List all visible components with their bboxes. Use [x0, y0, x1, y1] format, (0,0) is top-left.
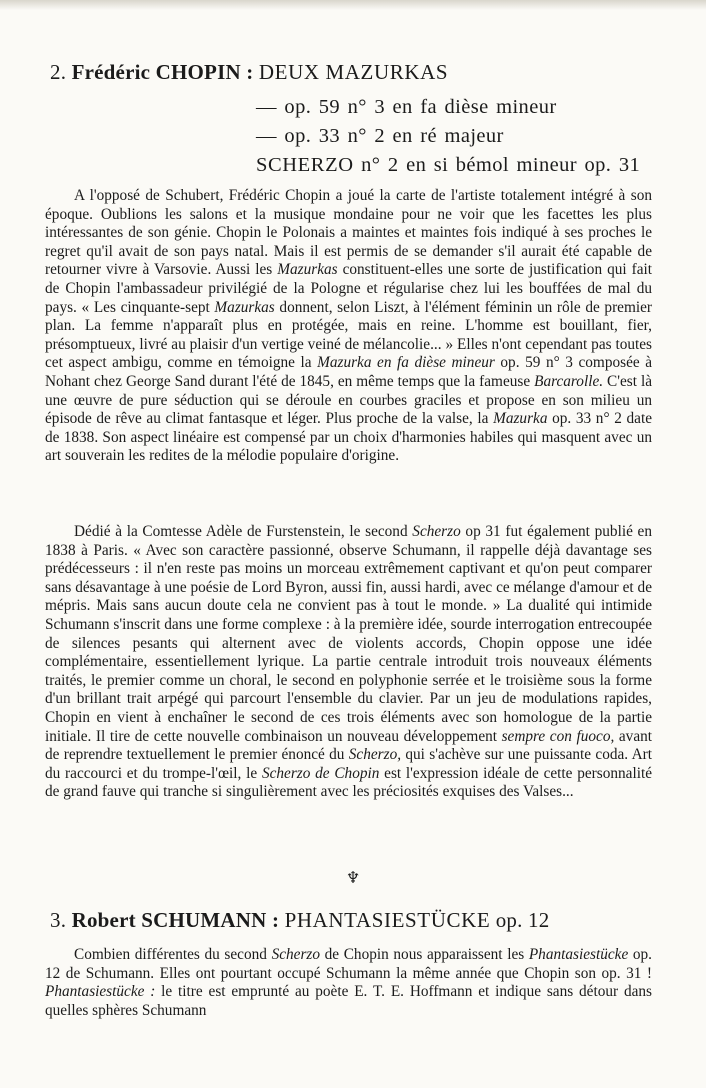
section-2-subtitle-1: — op. 59 n° 3 en fa dièse mineur	[256, 96, 557, 118]
section-2-subtitle-2: — op. 33 n° 2 en ré majeur	[256, 125, 504, 147]
text-run: op. 12 de Schumann. Elles ont pourtant occupé Schumann la même année que Chopin son op. 31 !	[45, 946, 652, 982]
text-run: constituent-elles une sorte de justification qui fait de Chopin l'ambassadeur privilégié de la Pologne et régularise chez lui les bouffées de mal du pays. « Les cinquante-sept	[45, 261, 652, 316]
section-2-heading	[50, 60, 448, 85]
text-run: op 31 fut également publié en 1838 à Paris. « Avec son caractère passionné, observe Schumann, il rappelle déjà davantage ses prédécesseurs : il n'en reste pas moins un morceau extrêmement captivant et qu'on peut comparer sans désavantage à une poésie de Lord Byron, aussi fin, aussi hardi, avec ce mélange d'amour et de mépris. Mais sans aucun doute cela ne convient pas à tout le monde. » La dualité qui intimide Schumann s'inscrit dans une forme complexe : à la première idée, sourde interrogation entrecoupée de silences pesants qui alternent avec de violents accords, Chopin oppose une idée complémentaire, essentiellement lyrique. La partie centrale introduit trois nouveaux éléments traités, le premier comme un choral, le second en polyphonie serrée et le troisième sous la forme d'un brillant trait arpégé qui parcourt l'ensemble du clavier. Par un jeu de modulations rapides, Chopin en vient à enchaîner le second de ces trois éléments avec son homologue de la partie initiale. Il tire de cette nouvelle combinaison un nouveau développement	[45, 523, 652, 745]
section-2-number: 2.	[50, 60, 67, 84]
section-3-heading	[50, 908, 549, 933]
italic-run: Scherzo	[271, 946, 320, 963]
text-run: est l'expression idéale de cette personnalité de grand fauve qui tranche si singulièrement avec les préciosités exquises des Valses...	[45, 764, 652, 801]
text-run: le titre est emprunté au poète E. T. E. Hoffmann et indique sans détour dans quelles sphères Schumann	[45, 983, 652, 1019]
section-2-subtitle-3	[256, 154, 640, 177]
section-divider-ornament-icon: ♆	[345, 870, 361, 887]
section-3-composer: Robert SCHUMANN :	[71, 908, 280, 932]
page-edge-shadow	[0, 0, 706, 10]
text-run: avant de reprendre textuellement le premier énoncé du	[45, 727, 653, 764]
italic-run: Mazurkas	[277, 261, 338, 279]
section-3-paragraph-1	[45, 946, 652, 1020]
section-2-title: DEUX MAZURKAS	[258, 60, 449, 84]
italic-run: Barcarolle.	[534, 372, 604, 390]
section-2-scherzo-title: SCHERZO	[256, 154, 354, 176]
text-run: op. 33 n° 2 date de 1838. Son aspect linéaire est compensé par un choix d'harmonies habiles qui masquent avec un art souverain les redites de la mélodie populaire d'origine.	[45, 410, 652, 465]
text-run: A l'opposé de Schubert, Frédéric Chopin a joué la carte de l'artiste totalement intégré à son époque. Oublions les salons et la musique mondaine pour ne voir que les facettes les plus intéressantes de son génie. Chopin le Polonais a maintes et maintes fois indiqué à ses proches le regret qu'il avait de son pays natal. Mais il est permis de se demander s'il aurait été capable de retourner vivre à Varsovie. Aussi les	[45, 187, 652, 279]
italic-run: Mazurka	[493, 410, 548, 428]
section-2-scherzo-details: n° 2 en si bémol mineur op. 31	[353, 154, 641, 176]
section-3-opus: op. 12	[490, 908, 550, 932]
section-2-composer: Frédéric CHOPIN :	[71, 60, 254, 84]
italic-run: Scherzo de Chopin	[261, 764, 380, 782]
italic-run: Phantasiestücke	[528, 946, 629, 963]
section-2-paragraph-2	[45, 523, 652, 802]
text-run: donnent, selon Liszt, à l'élément féminin un rôle de premier plan. La femme n'apparaît plus en protégée, mais en reine. L'homme est bouillant, fier, présomptueux, livré au plaisir d'un vertige veiné de mélancolie... » Elles n'ont cependant pas toutes cet aspect ambigu, comme en témoigne la	[45, 298, 652, 372]
text-run: op. 59 n° 3 composée à Nohant chez George Sand durant l'été de 1845, en même temps que la fameuse	[45, 354, 652, 390]
italic-run: Phantasiestücke :	[45, 983, 156, 1001]
italic-run: Mazurka en fa dièse mineur	[317, 354, 495, 372]
text-run: Dédié à la Comtesse Adèle de Furstenstein, le second	[74, 523, 413, 540]
text-run: qui s'achève sur une puissante coda. Art du raccourci et du trompe-l'œil, le	[45, 746, 652, 782]
italic-run: Scherzo	[412, 523, 461, 540]
section-2-paragraph-1	[45, 187, 652, 466]
italic-run: Scherzo,	[348, 746, 402, 764]
text-run: de Chopin nous apparaissent les	[320, 946, 529, 963]
section-3-title: PHANTASIESTÜCKE	[284, 908, 491, 932]
section-3-number: 3.	[50, 908, 67, 932]
text-run: C'est là une œuvre de pure séduction qui se déroule en courbes graciles et propose en son milieu un épisode de rêve au climat fantasque et léger. Plus proche de la valse, la	[45, 372, 652, 428]
text-run: Combien différentes du second	[74, 946, 272, 963]
italic-run: Mazurkas	[214, 298, 275, 316]
italic-run: sempre con fuoco,	[501, 727, 615, 745]
